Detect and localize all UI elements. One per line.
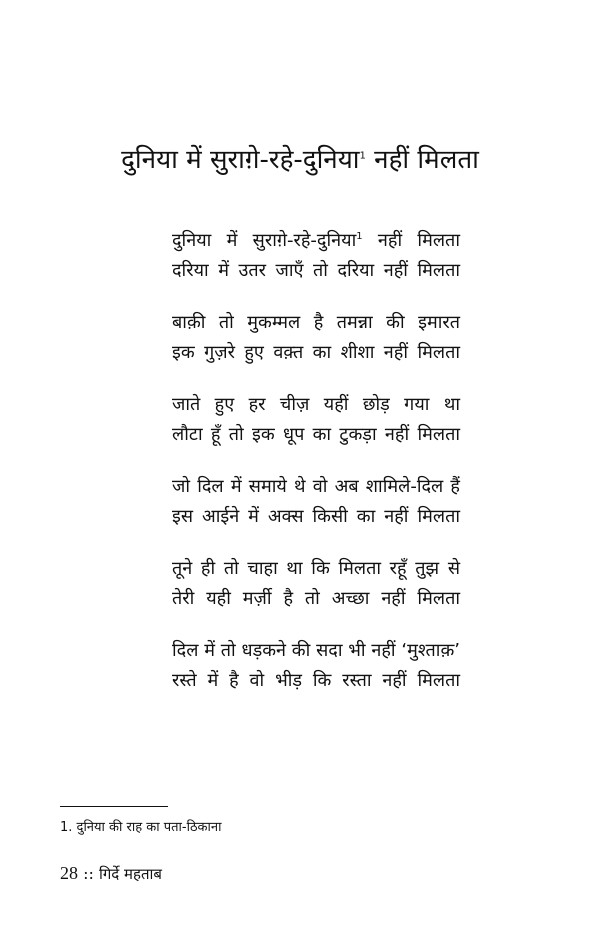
page-number: 28 bbox=[60, 863, 78, 883]
footnote-marker: 1 bbox=[356, 231, 363, 242]
stanza-4-line-1: जो दिल में समाये थे वो अब शामिले-दिल हैं bbox=[172, 476, 460, 497]
line-text-rest: नहीं मिलता bbox=[362, 230, 460, 251]
page-footer bbox=[60, 861, 162, 886]
page-title bbox=[0, 142, 600, 178]
stanza-1-line-1 bbox=[172, 226, 460, 256]
title-text-rest: नहीं मिलता bbox=[365, 145, 479, 175]
stanza-4 bbox=[172, 472, 472, 554]
stanza-1-line-2: दरिया में उतर जाएँ तो दरिया नहीं मिलता bbox=[172, 260, 460, 281]
title-footnote-marker: 1 bbox=[359, 150, 366, 162]
footer-separator: :: bbox=[83, 864, 94, 883]
stanza-6-line-1: दिल में तो धड़कने की सदा भी नहीं ‘मुश्ताक़’ bbox=[172, 640, 460, 661]
stanza-3-line-1: जाते हुए हर चीज़ यहीं छोड़ गया था bbox=[172, 394, 460, 415]
stanza-2-line-2: इक गुज़रे हुए वक़्त का शीशा नहीं मिलता bbox=[172, 342, 460, 363]
stanza-4-line-2: इस आईने में अक्स किसी का नहीं मिलता bbox=[172, 506, 460, 527]
stanza-3-line-2: लौटा हूँ तो इक धूप का टुकड़ा नहीं मिलता bbox=[172, 424, 460, 445]
stanza-6 bbox=[172, 636, 472, 718]
stanza-5-line-2: तेरी यही मर्ज़ी है तो अच्छा नहीं मिलता bbox=[172, 588, 460, 609]
stanza-5-line-1: तूने ही तो चाहा था कि मिलता रहूँ तुझ से bbox=[172, 558, 460, 579]
stanza-3 bbox=[172, 390, 472, 472]
footnote-divider bbox=[60, 806, 168, 807]
line-text: दुनिया में सुराग़े-रहे-दुनिया bbox=[172, 230, 357, 251]
poem bbox=[172, 226, 472, 718]
stanza-5 bbox=[172, 554, 472, 636]
stanza-2-line-1: बाक़ी तो मुकम्मल है तमन्ना की इमारत bbox=[172, 312, 460, 333]
footnote: 1. दुनिया की राह का पता-ठिकाना bbox=[60, 820, 222, 835]
stanza-2 bbox=[172, 308, 472, 390]
title-text: दुनिया में सुराग़े-रहे-दुनिया bbox=[121, 145, 360, 175]
stanza-6-line-2: रस्ते में है वो भीड़ कि रस्ता नहीं मिलता bbox=[172, 670, 460, 691]
book-title: गिर्दे महताब bbox=[98, 865, 162, 883]
stanza-1 bbox=[172, 226, 472, 308]
